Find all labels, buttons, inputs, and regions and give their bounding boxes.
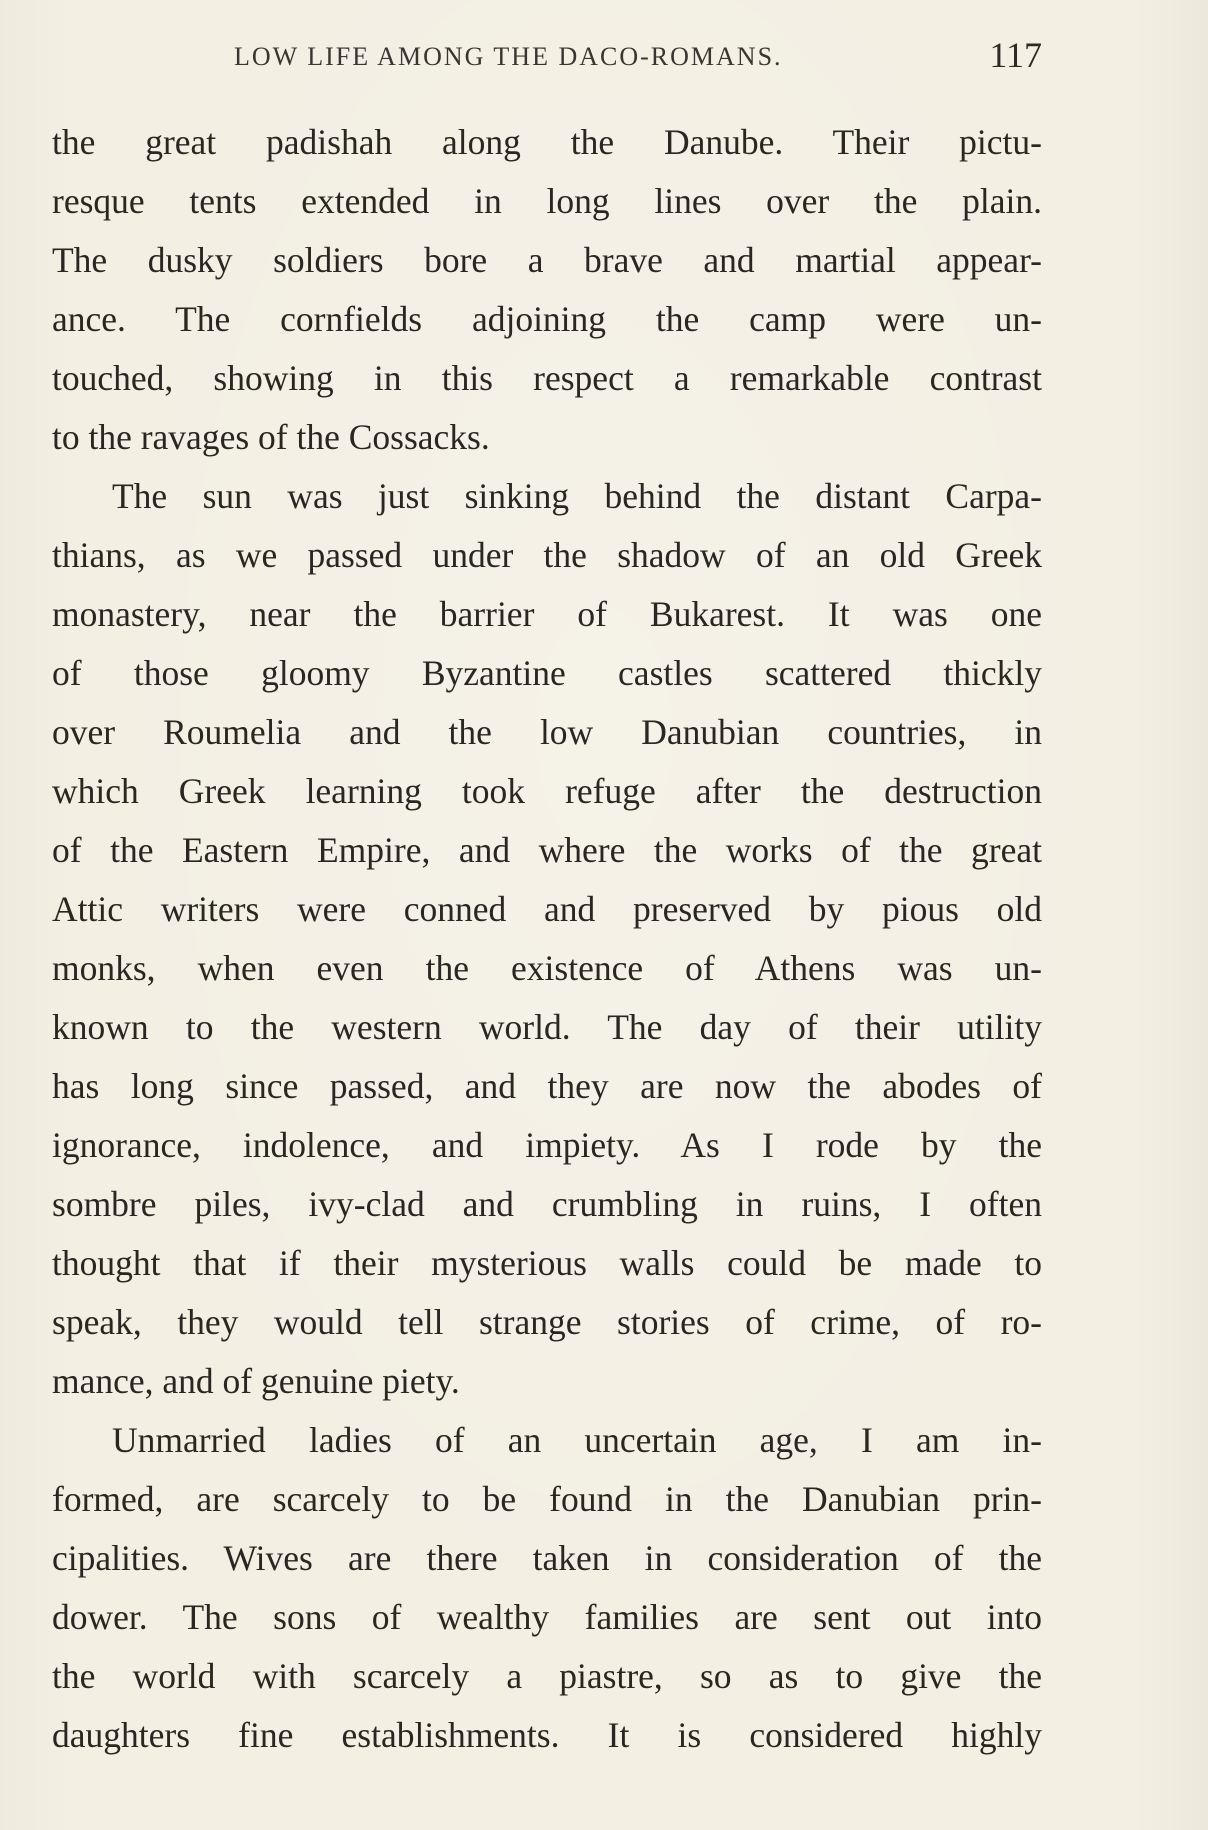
running-title: LOW LIFE AMONG THE DACO-ROMANS. (234, 42, 783, 71)
text-line: of those gloomy Byzantine castles scattered thickly (52, 653, 1042, 693)
text-line: The dusky soldiers bore a brave and martial appear- (52, 240, 1042, 280)
paragraph-2 (52, 467, 1042, 1411)
text-line: resque tents extended in long lines over the plain. (52, 181, 1042, 221)
text-line: over Roumelia and the low Danubian countries, in (52, 712, 1042, 752)
text-line: cipalities. Wives are there taken in consideration of the (52, 1538, 1042, 1578)
text-line: thians, as we passed under the shadow of an old Greek (52, 535, 1042, 575)
paragraph-3 (52, 1411, 1042, 1765)
text-line: ance. The cornfields adjoining the camp were un- (52, 299, 1042, 339)
text-line: of the Eastern Empire, and where the works of the great (52, 830, 1042, 870)
text-line: daughters fine establishments. It is considered highly (52, 1715, 1042, 1755)
text-line: Attic writers were conned and preserved by pious old (52, 889, 1042, 929)
text-line: has long since passed, and they are now the abodes of (52, 1066, 1042, 1106)
page-number: 117 (989, 35, 1042, 75)
paragraph-1 (52, 113, 1042, 467)
text-line: which Greek learning took refuge after the destruction (52, 771, 1042, 811)
text-line: sombre piles, ivy-clad and crumbling in ruins, I often (52, 1184, 1042, 1224)
running-head (52, 32, 1042, 88)
body-text (52, 113, 1042, 1765)
text-line: the world with scarcely a piastre, so as to give the (52, 1656, 1042, 1696)
text-line: monks, when even the existence of Athens was un- (52, 948, 1042, 988)
text-line: The sun was just sinking behind the distant Carpa- (112, 476, 1042, 516)
text-line: monastery, near the barrier of Bukarest. It was one (52, 594, 1042, 634)
text-line: touched, showing in this respect a remarkable contrast (52, 358, 1042, 398)
text-line: dower. The sons of wealthy families are sent out into (52, 1597, 1042, 1637)
text-line: mance, and of genuine piety. (52, 1361, 460, 1401)
text-line: Unmarried ladies of an uncertain age, I am in- (112, 1420, 1042, 1460)
text-line: known to the western world. The day of their utility (52, 1007, 1042, 1047)
text-line: formed, are scarcely to be found in the Danubian prin- (52, 1479, 1042, 1519)
text-line: speak, they would tell strange stories of crime, of ro- (52, 1302, 1042, 1342)
text-line: the great padishah along the Danube. Their pictu- (52, 122, 1042, 162)
text-line: thought that if their mysterious walls could be made to (52, 1243, 1042, 1283)
text-line: to the ravages of the Cossacks. (52, 417, 490, 457)
text-line: ignorance, indolence, and impiety. As I rode by the (52, 1125, 1042, 1165)
